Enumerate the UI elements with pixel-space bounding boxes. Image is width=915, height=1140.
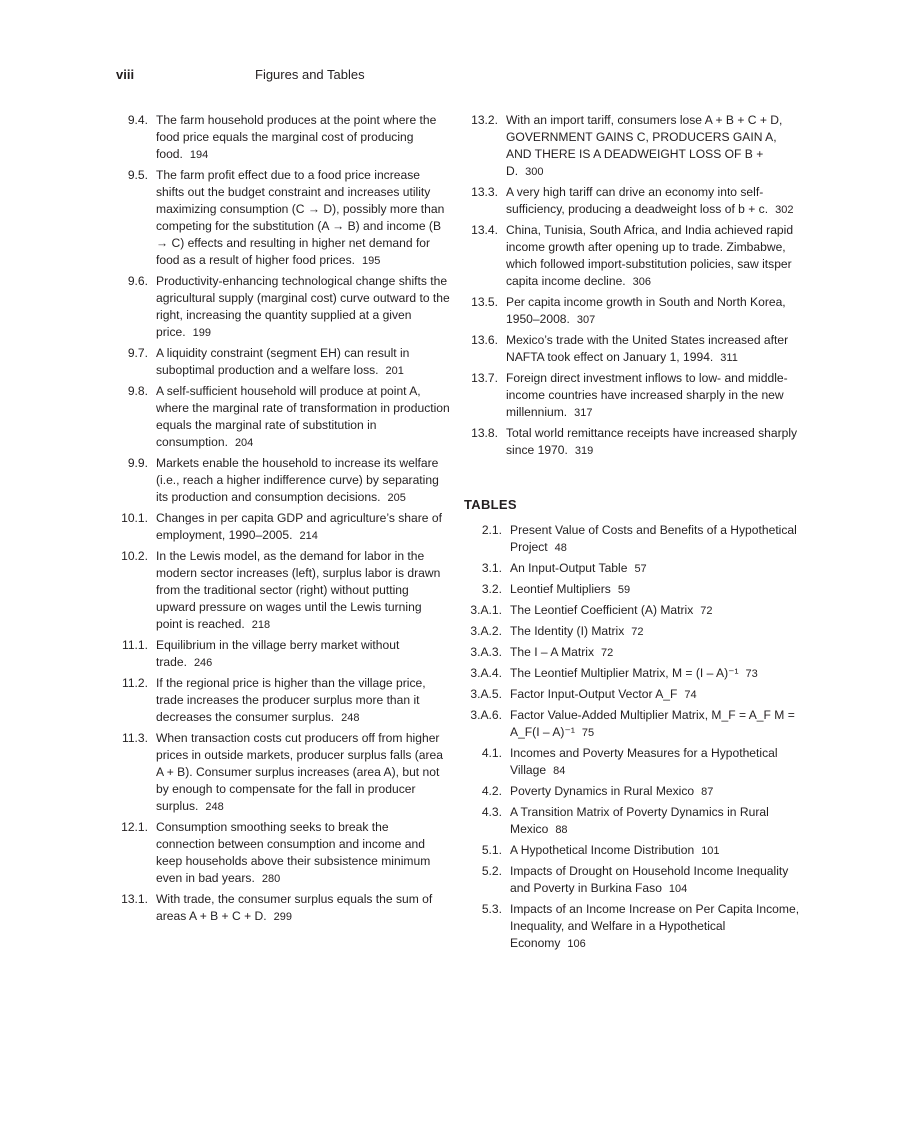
entry-page: 84 [553, 765, 566, 777]
entry-page: 101 [701, 845, 720, 857]
running-head: Figures and Tables [255, 67, 365, 82]
entry-title: Factor Value-Added Multiplier Matrix, M_F = A_F M = A_F(I – A)⁻¹ [510, 708, 795, 739]
list-item [116, 273, 450, 342]
entry-number: 9.5. [127, 168, 148, 182]
entry-title: With trade, the consumer surplus equals the sum of areas A + B + C + D. [156, 892, 433, 923]
entry-page: 299 [273, 911, 292, 923]
list-item [464, 370, 804, 422]
entry-title: A very high tariff can drive an economy into self-sufficiency, producing a deadweight loss of b + c. [506, 185, 769, 216]
list-item [464, 804, 804, 839]
list-item [464, 602, 804, 620]
entry-title: An Input-Output Table [510, 561, 628, 575]
list-item [464, 294, 804, 329]
entry-page: 104 [668, 883, 688, 895]
list-item [464, 783, 804, 801]
entry-page: 319 [574, 445, 594, 457]
entry-number: 3.A.4. [470, 666, 502, 680]
list-item [116, 112, 450, 164]
entry-page: 87 [701, 786, 714, 798]
entry-number: 13.8. [471, 426, 498, 440]
entry-number: 3.A.1. [470, 603, 502, 617]
list-item [116, 637, 450, 672]
entry-title: Impacts of Drought on Household Income Inequality and Poverty in Burkina Faso [510, 864, 789, 895]
list-item [116, 167, 450, 270]
entry-page: 300 [525, 166, 544, 178]
entry-page: 218 [251, 619, 271, 631]
entry-number: 3.1. [481, 561, 502, 575]
figures-list-left [116, 112, 450, 929]
entry-number: 9.8. [127, 384, 148, 398]
entry-page: 106 [567, 938, 586, 950]
list-item [464, 901, 804, 953]
entry-page: 317 [574, 407, 593, 419]
entry-number: 13.5. [471, 295, 498, 309]
list-item [116, 455, 450, 507]
entry-number: 3.A.3. [470, 645, 502, 659]
entry-page: 75 [581, 727, 595, 739]
entry-title: A liquidity constraint (segment EH) can result in suboptimal production and a welfare loss. [156, 346, 410, 377]
list-item [464, 560, 804, 578]
entry-page: 248 [205, 801, 224, 813]
entry-title: Equilibrium in the village berry market without trade. [156, 638, 400, 669]
list-item [464, 686, 804, 704]
entry-page: 307 [576, 314, 596, 326]
entry-title: If the regional price is higher than the village price, trade increases the producer surplus more than it decreases the consumer surplus. [156, 676, 426, 724]
entry-page: 302 [775, 204, 794, 216]
list-item [464, 842, 804, 860]
tables-heading: TABLES [464, 497, 517, 512]
list-item [464, 623, 804, 641]
entry-page: 72 [631, 626, 644, 638]
list-item [464, 425, 804, 460]
entry-title: Leontief Multipliers [510, 582, 611, 596]
entry-title: Poverty Dynamics in Rural Mexico [510, 784, 695, 798]
entry-title: Present Value of Costs and Benefits of a Hypothetical Project [510, 523, 797, 554]
list-item [116, 675, 450, 727]
entry-number: 3.A.6. [470, 708, 502, 722]
list-item [464, 863, 804, 898]
entry-page: 57 [634, 563, 647, 575]
list-item [464, 332, 804, 367]
entry-page: 205 [387, 492, 406, 504]
entry-number: 5.3. [481, 902, 502, 916]
entry-title: The I – A Matrix [510, 645, 595, 659]
entry-page: 306 [632, 276, 652, 288]
entry-number: 13.3. [471, 185, 498, 199]
entry-title: Impacts of an Income Increase on Per Capita Income, Inequality, and Welfare in a Hypothetical Economy [510, 902, 800, 950]
entry-number: 4.2. [481, 784, 502, 798]
entry-title: The farm household produces at the point where the food price equals the marginal cost of producing food. [156, 113, 437, 161]
page-header [116, 67, 796, 85]
entry-number: 9.4. [127, 113, 148, 127]
entry-page: 248 [341, 712, 360, 724]
entry-number: 4.3. [481, 805, 502, 819]
entry-page: 201 [385, 365, 404, 377]
entry-title: Productivity-enhancing technological change shifts the agricultural supply (marginal cost) curve outward to the right, increasing the quantity supplied at a given price. [156, 274, 450, 339]
entry-number: 5.2. [481, 864, 502, 878]
entry-title: Changes in per capita GDP and agriculture’s share of employment, 1990–2005. [156, 511, 442, 542]
entry-number: 2.1. [481, 523, 502, 537]
entry-title: Markets enable the household to increase its welfare (i.e., reach a higher indifference curve) by separating its production and consumption decisions. [156, 456, 439, 504]
entry-page: 72 [700, 605, 713, 617]
entry-number: 13.6. [471, 333, 498, 347]
entry-page: 194 [189, 149, 209, 161]
entry-number: 3.A.5. [470, 687, 502, 701]
list-item [116, 819, 450, 888]
entry-number: 10.1. [121, 511, 148, 525]
list-item [464, 581, 804, 599]
entry-number: 11.2. [122, 676, 148, 690]
entry-number: 9.9. [127, 456, 148, 470]
entry-title: When transaction costs cut producers off from higher prices in outside markets, producer surplus falls (area A + B). Consumer surplus increases (area A), but not by enough to compensate for the fall in producer surplus. [156, 731, 444, 813]
list-item [464, 184, 804, 219]
entry-title: The Leontief Coefficient (A) Matrix [510, 603, 694, 617]
entry-title: Foreign direct investment inflows to low- and middle-income countries have increased sharply in the new millennium. [506, 371, 788, 419]
entry-page: 73 [745, 668, 758, 680]
entry-page: 74 [684, 689, 697, 701]
entry-page: 214 [299, 530, 318, 542]
entry-title: A self-sufficient household will produce at point A, where the marginal rate of transformation in production equals the marginal rate of substitution in consumption. [156, 384, 450, 449]
entry-title: Total world remittance receipts have increased sharply since 1970. [506, 426, 798, 457]
entry-number: 11.3. [122, 731, 148, 745]
entry-number: 13.4. [471, 223, 498, 237]
list-item [116, 891, 450, 926]
entry-title: China, Tunisia, South Africa, and India achieved rapid income growth after opening up to trade. Zimbabwe, which followed import-substitution policies, saw itsper capita income decline. [506, 223, 794, 288]
page-number: viii [116, 67, 135, 82]
entry-page: 59 [617, 584, 631, 596]
list-item [116, 345, 450, 380]
list-item [464, 707, 804, 742]
entry-number: 12.1. [121, 820, 148, 834]
entry-page: 72 [601, 647, 614, 659]
entry-title: Per capita income growth in South and North Korea, 1950–2008. [506, 295, 786, 326]
entry-number: 4.1. [481, 746, 502, 760]
entry-title: The farm profit effect due to a food price increase shifts out the budget constraint and increases utility maximizing consumption (C → D), possibly more than competing for the substitution (A → B) and income (B → C) effects and resulting in higher net demand for food as a result of higher food prices. [156, 168, 445, 267]
entry-number: 9.6. [127, 274, 148, 288]
entry-title: A Transition Matrix of Poverty Dynamics in Rural Mexico [510, 805, 769, 836]
entry-number: 5.1. [481, 843, 502, 857]
figures-list-right [464, 112, 804, 460]
list-item [464, 222, 804, 291]
entry-page: 199 [192, 327, 211, 339]
entry-page: 88 [555, 824, 568, 836]
entry-title: The Identity (I) Matrix [510, 624, 625, 638]
entry-page: 195 [362, 255, 381, 267]
list-item [116, 548, 450, 634]
right-column [464, 112, 804, 956]
entry-number: 13.1. [121, 892, 148, 906]
tables-list [464, 522, 804, 953]
list-item [464, 665, 804, 683]
list-item [464, 644, 804, 662]
entry-page: 280 [261, 873, 281, 885]
entry-title: Incomes and Poverty Measures for a Hypothetical Village [510, 746, 778, 777]
entry-number: 10.2. [121, 549, 148, 563]
list-item [116, 730, 450, 816]
entry-number: 3.2. [481, 582, 502, 596]
entry-title: Factor Input-Output Vector A_F [510, 687, 678, 701]
entry-page: 246 [193, 657, 213, 669]
entry-page: 204 [234, 437, 254, 449]
entry-number: 13.7. [471, 371, 498, 385]
entry-number: 3.A.2. [470, 624, 502, 638]
entry-title: In the Lewis model, as the demand for labor in the modern sector increases (left), surplus labor is drawn from the traditional sector (right) without putting upward pressure on wages until the Lewis turning point is reached. [156, 549, 441, 631]
entry-title: The Leontief Multiplier Matrix, M = (I – A)⁻¹ [510, 666, 739, 680]
entry-title: Mexico’s trade with the United States increased after NAFTA took effect on January 1, 1994. [506, 333, 789, 364]
entry-number: 13.2. [471, 113, 498, 127]
list-item [464, 522, 804, 557]
entry-title: A Hypothetical Income Distribution [510, 843, 695, 857]
entry-number: 9.7. [127, 346, 148, 360]
entry-title: Consumption smoothing seeks to break the connection between consumption and income and keep households above their subsistence minimum even in bad years. [156, 820, 431, 885]
entry-title: With an import tariff, consumers lose A + B + C + D, GOVERNMENT GAINS C, PRODUCERS GAIN A, AND THERE IS A DEADWEIGHT LOSS OF B + D. [506, 113, 783, 178]
entry-page: 48 [554, 542, 567, 554]
list-item [464, 745, 804, 780]
entry-page: 311 [720, 352, 738, 364]
list-item [464, 112, 804, 181]
entry-number: 11.1. [122, 638, 148, 652]
list-item [116, 510, 450, 545]
list-item [116, 383, 450, 452]
